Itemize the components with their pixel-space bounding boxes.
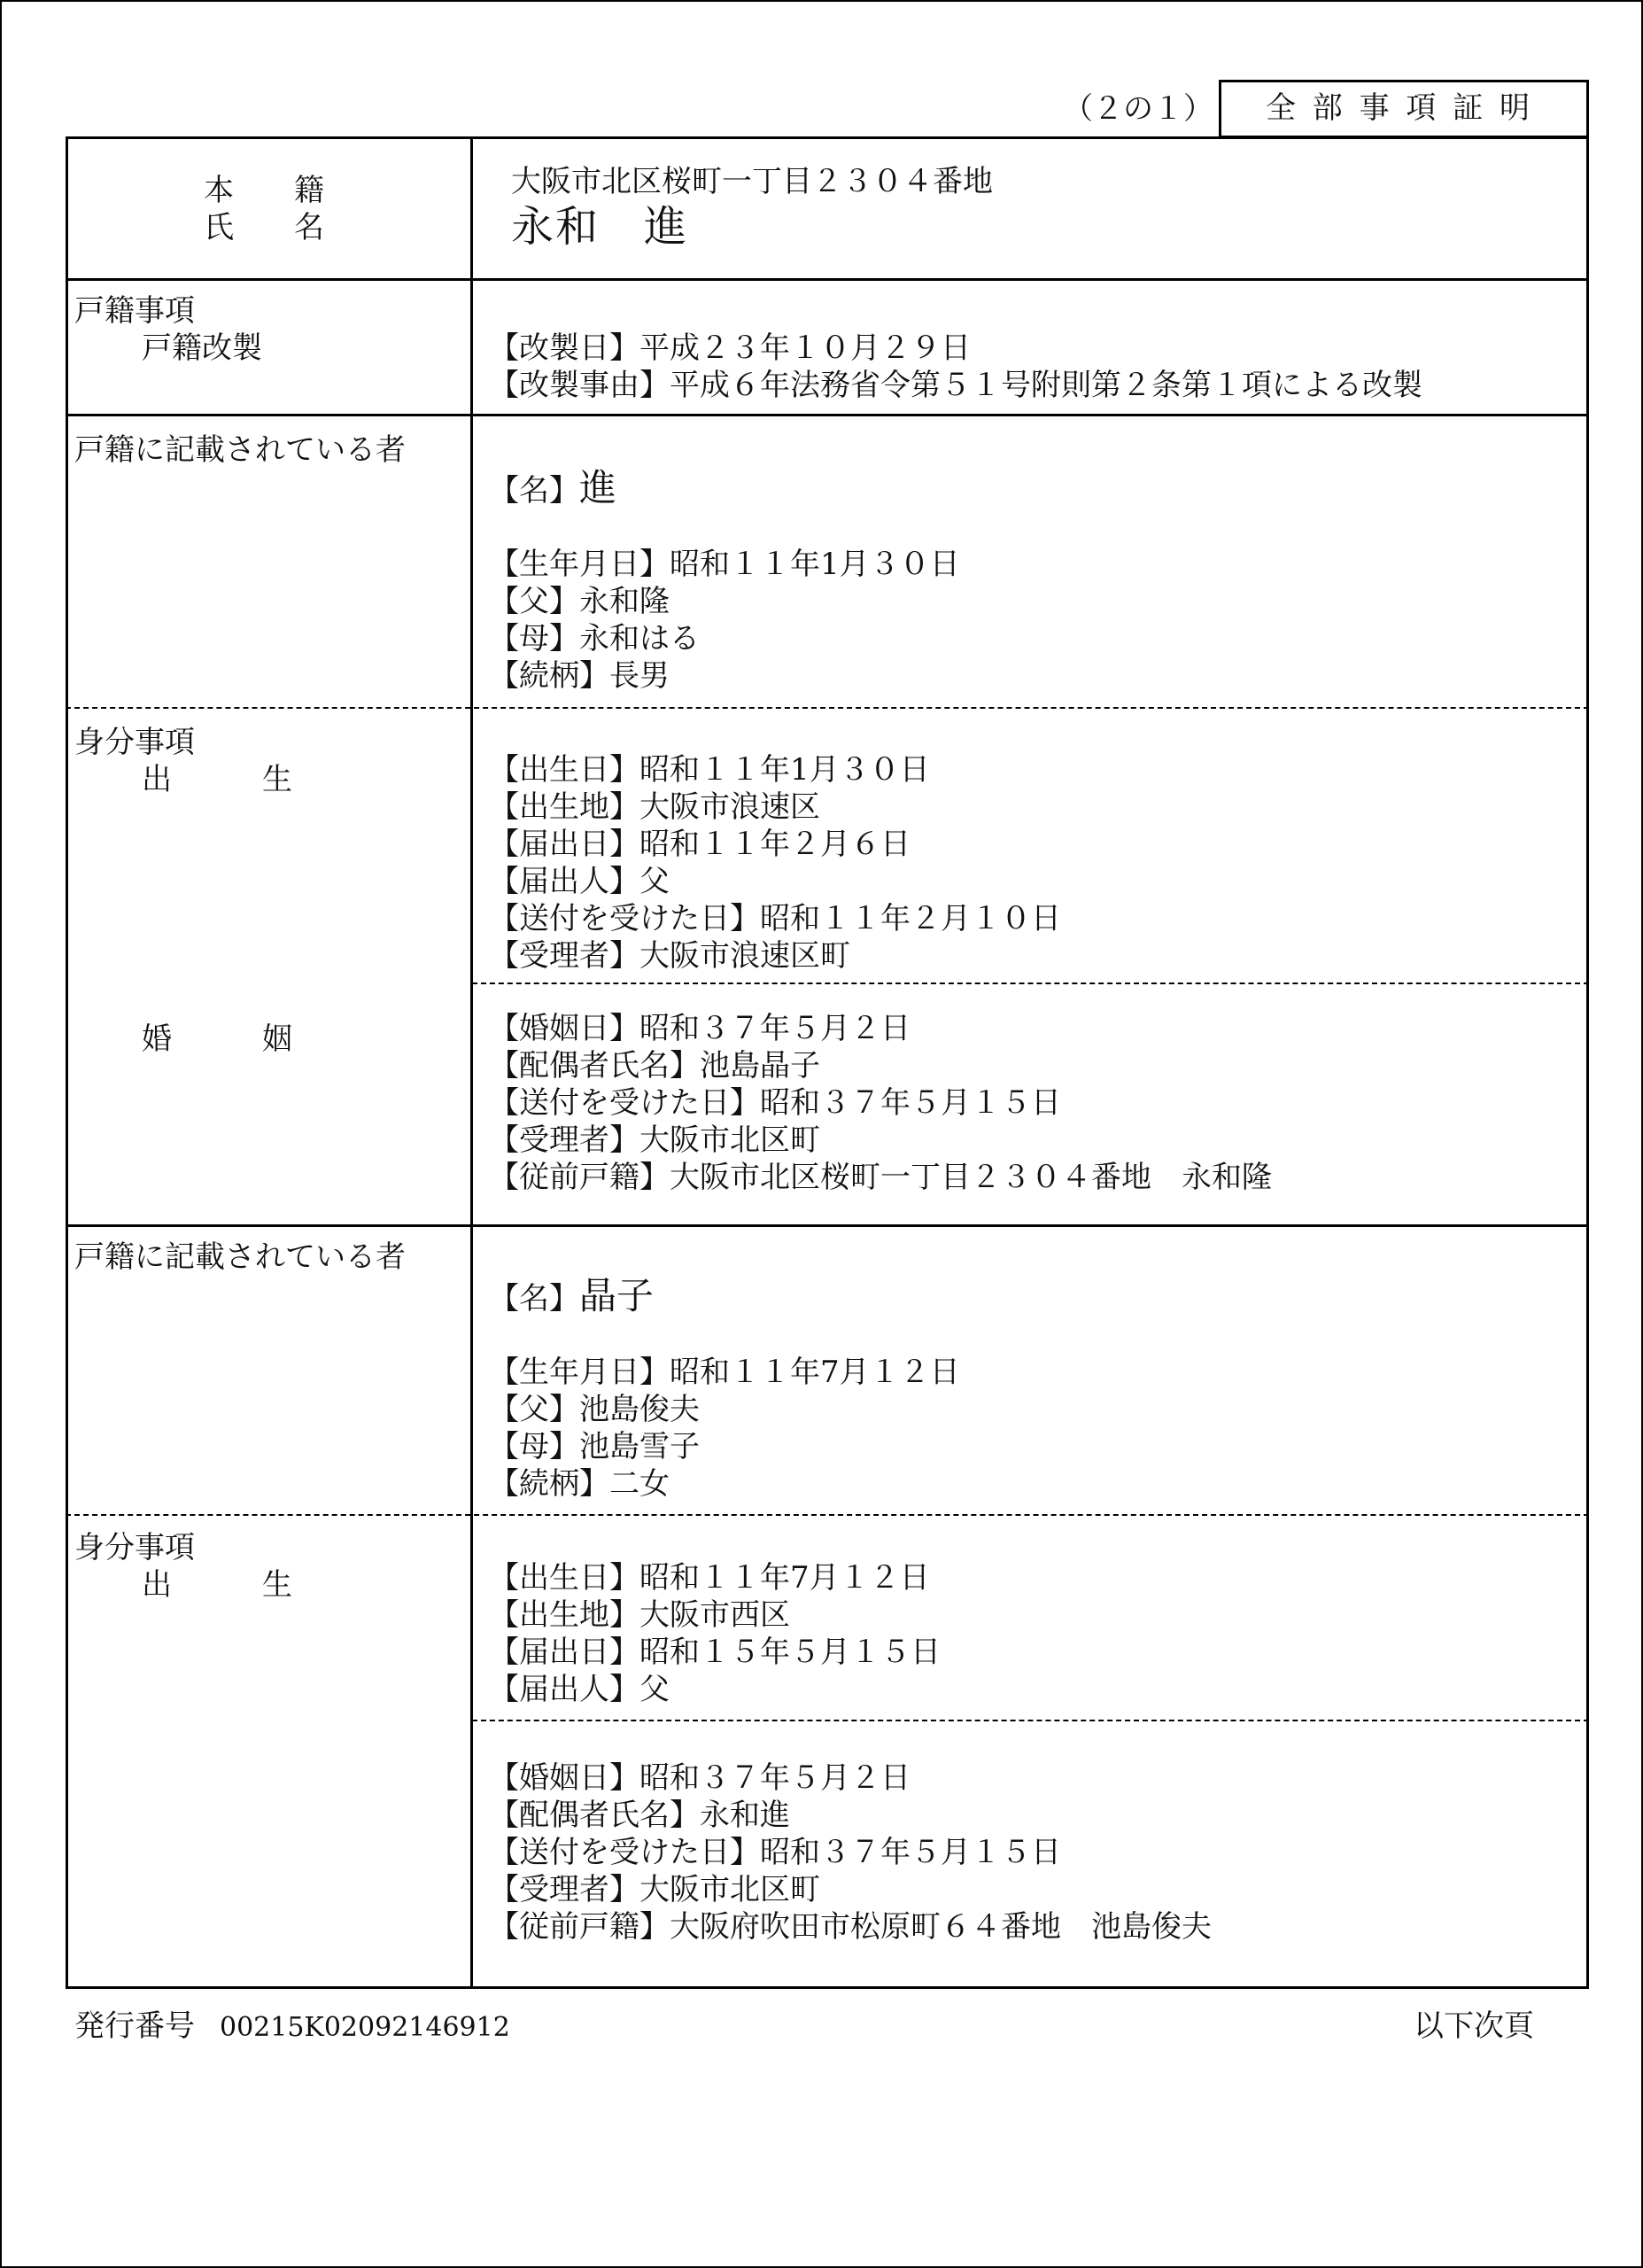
person1-relation: 【続柄】長男	[489, 658, 670, 694]
person1-marriage-details	[489, 1010, 1272, 1196]
row-divider	[66, 278, 1589, 281]
person2-birth-line: 【出生地】大阪市西区	[489, 1597, 790, 1633]
person1-birth-line: 【届出人】父	[489, 864, 670, 899]
person1-name-row	[489, 466, 617, 509]
person1-birth-line: 【送付を受けた日】昭和１１年２月１０日	[489, 901, 1061, 936]
person2-name-label: 【名】	[489, 1281, 579, 1317]
person2-marriage-details	[489, 1759, 1212, 1946]
next-page-note: 以下次頁	[1414, 2008, 1534, 2044]
certificate-title: 全 部 事 項 証 明	[1266, 90, 1534, 126]
person2-birth-line: 【出生日】昭和１１年7月１２日	[489, 1560, 930, 1596]
person2-marriage-line: 【受理者】大阪市北区町	[489, 1872, 820, 1907]
kaisei-reason: 【改製事由】平成６年法務省令第５１号附則第２条第１項による改製	[489, 368, 1422, 403]
person1-name: 進	[579, 466, 617, 509]
issue-number-label: 発行番号	[74, 2008, 195, 2044]
person1-birth-line: 【届出日】昭和１１年２月６日	[489, 827, 911, 862]
person1-marriage-line: 【送付を受けた日】昭和３７年５月１５日	[489, 1085, 1061, 1121]
person1-marriage-label: 婚 姻	[142, 1021, 292, 1057]
person1-birthdate: 【生年月日】昭和１１年1月３０日	[489, 547, 960, 582]
row-divider-dashed	[472, 983, 1589, 984]
person2-birth-details	[489, 1559, 941, 1708]
person2-relation: 【続柄】二女	[489, 1466, 670, 1502]
certificate-title-box	[1219, 80, 1589, 138]
person1-status-label: 身分事項	[74, 725, 195, 760]
person1-mother: 【母】永和はる	[489, 621, 700, 656]
row-divider	[66, 414, 1589, 416]
issue-number-row	[74, 2008, 510, 2047]
person2-name: 晶子	[579, 1274, 655, 1317]
person1-label: 戸籍に記載されている者	[74, 432, 406, 468]
honseki-label: 本 籍	[204, 173, 324, 208]
page-indicator: （２の１）	[1063, 91, 1213, 127]
koseki-jiko-details	[489, 330, 1422, 404]
person2-birth-label: 出 生	[142, 1567, 292, 1603]
person1-details	[489, 546, 960, 695]
person2-father: 【父】池島俊夫	[489, 1392, 700, 1427]
person1-birth-label: 出 生	[142, 762, 292, 797]
person2-label: 戸籍に記載されている者	[74, 1239, 406, 1275]
row-divider	[66, 1224, 1589, 1227]
registry-address: 大阪市北区桜町一丁目２３０４番地	[511, 164, 993, 199]
person1-birth-line: 【出生日】昭和１１年1月３０日	[489, 752, 930, 788]
person1-name-label: 【名】	[489, 473, 579, 509]
person1-father: 【父】永和隆	[489, 584, 670, 619]
person2-marriage-line: 【配偶者氏名】永和進	[489, 1798, 790, 1833]
person1-marriage-line: 【婚姻日】昭和３７年５月２日	[489, 1011, 911, 1046]
person2-name-row	[489, 1274, 655, 1317]
row-divider-dashed	[66, 1514, 1589, 1516]
person2-marriage-line: 【従前戸籍】大阪府吹田市松原町６４番地 池島俊夫	[489, 1909, 1212, 1945]
person2-birth-line: 【届出日】昭和１５年５月１５日	[489, 1635, 941, 1670]
koseki-kaisei-label: 戸籍改製	[142, 330, 262, 366]
kaisei-date: 【改製日】平成２３年１０月２９日	[489, 330, 971, 366]
person1-marriage-line: 【従前戸籍】大阪市北区桜町一丁目２３０４番地 永和隆	[489, 1160, 1272, 1195]
person2-details	[489, 1354, 960, 1503]
shimei-label: 氏 名	[204, 210, 324, 245]
person1-marriage-line: 【配偶者氏名】池島晶子	[489, 1048, 820, 1084]
registry-name: 永和 進	[511, 202, 689, 252]
person2-marriage-line: 【婚姻日】昭和３７年５月２日	[489, 1760, 911, 1796]
person2-marriage-line: 【送付を受けた日】昭和３７年５月１５日	[489, 1835, 1061, 1870]
person1-marriage-line: 【受理者】大阪市北区町	[489, 1122, 820, 1158]
row-divider-dashed	[472, 1720, 1589, 1721]
person1-birth-details	[489, 751, 1061, 975]
person2-status-label: 身分事項	[74, 1530, 195, 1565]
koseki-jiko-label: 戸籍事項	[74, 293, 195, 329]
issue-number: 00215K02092146912	[220, 2012, 510, 2043]
person1-birth-line: 【出生地】大阪市浪速区	[489, 789, 820, 825]
person2-mother: 【母】池島雪子	[489, 1429, 700, 1464]
row-divider-dashed	[66, 707, 1589, 709]
person1-birth-line: 【受理者】大阪市浪速区町	[489, 938, 850, 974]
person2-birth-line: 【届出人】父	[489, 1672, 670, 1707]
person2-birthdate: 【生年月日】昭和１１年7月１２日	[489, 1355, 960, 1390]
